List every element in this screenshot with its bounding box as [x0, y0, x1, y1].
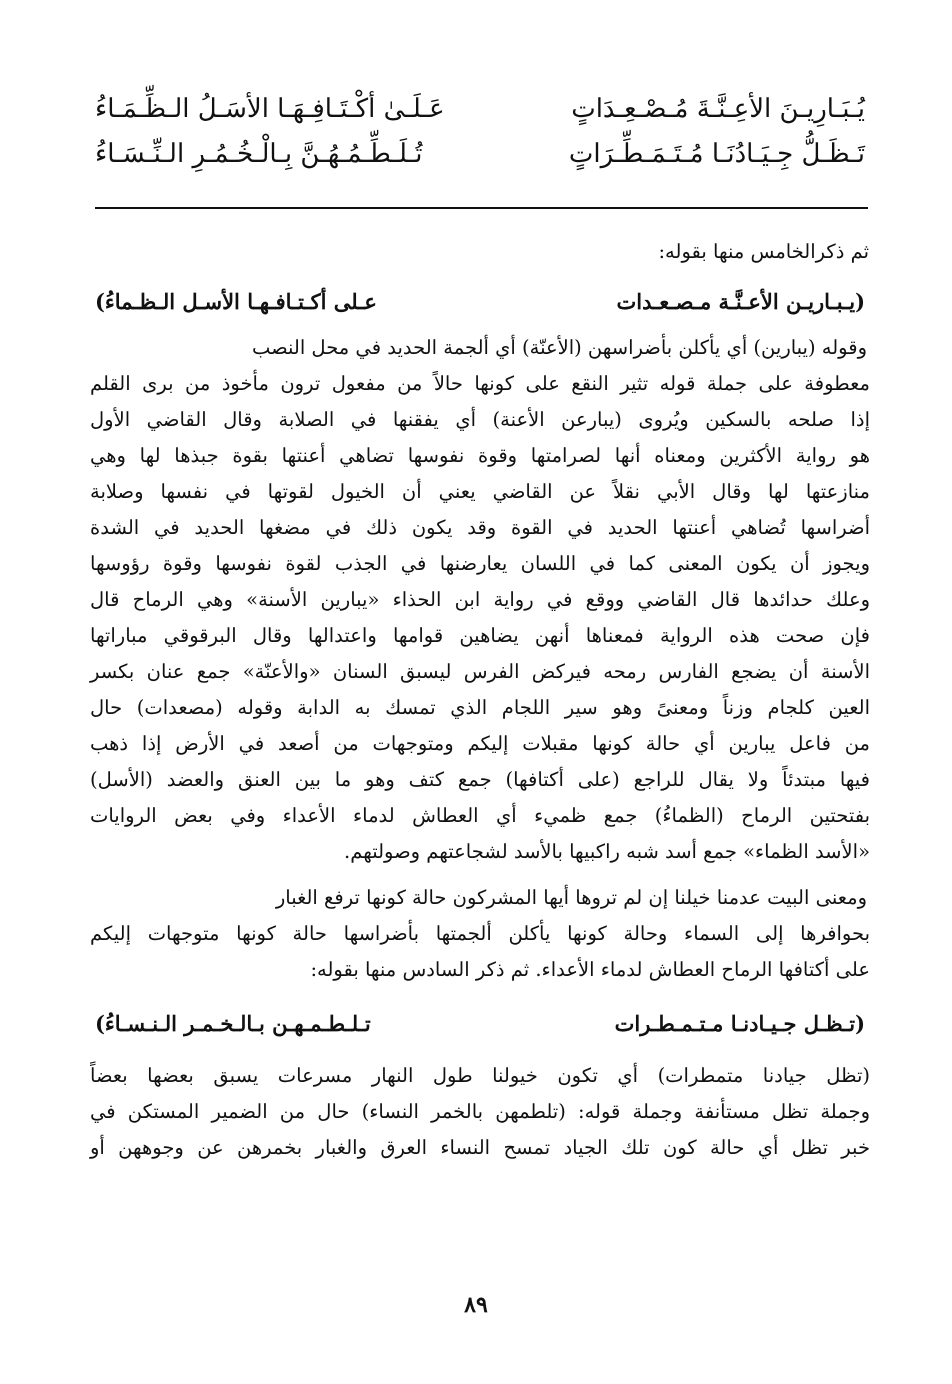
text-line: الأسنة أن يضجع الفارس رمحه فيركض الفرس ليسبق السنان «والأعنّة» جمع عنان بكسر [90, 660, 870, 683]
text-line: أضراسها تُضاهي أعنتها الحديد في القوة وقد يكون ذلك في مضغها الحديد في الشدة [90, 516, 870, 539]
verse-first-hemistich: يُـبَـارِيـنَ الأعِـنَّـةَ مُـصْـعِـدَاتٍ [571, 94, 865, 124]
separator-rule [95, 207, 868, 209]
verse-second-hemistich: تُـلَـطِّـمُـهُـنَّ بِـالْـخُـمُـرِ الـنِّـسَـاءُ [95, 139, 423, 169]
poem-verse-2 [95, 133, 865, 175]
quoted-verse-fifth [95, 282, 865, 322]
poem-verse-1 [95, 88, 865, 130]
text-line: إذا صلحه بالسكين ويُروى (يبارعن الأعنة) أي يفقنها في الصلابة وقال القاضي الأول [90, 408, 870, 431]
intro-line-fifth: ثم ذكرالخامس منها بقوله: [658, 240, 869, 263]
text-line: منازعتها لها وقال الأبي نقلاً عن القاضي يعني أن الخيول لقوتها في نفسها وصلابة [90, 480, 870, 503]
page-number: ٨٩ [464, 1292, 488, 1318]
text-line: من فاعل يبارين أي حالة كونها مقبلات إليكم ومتوجهات من أصعد في الأرض إذا ذهب [90, 732, 870, 755]
text-line: وجملة تظل مستأنفة وجملة قوله: (تلطمهن بالخمر النساء) حال من الضمير المستكن في [90, 1100, 870, 1123]
text-line: العين كلجام وزناً ومعنىً وهو سير اللجام الذي تمسك به الدابة وقوله (مصعدات) حال [90, 696, 870, 719]
quote-second-hemistich: عـلى أكـتـافـهـا الأسـل الـظـماءُ) [95, 289, 377, 314]
text-line: بحوافرها إلى السماء وحالة كونها يأكلن ألجمتها بأضراسها حالة كونها متوجهات إليكم [90, 922, 870, 945]
text-line: فإن صحت هذه الرواية فمعناها أنهن يضاهين قوامها واعتدالها وقال البرقوقي مباراتها [90, 624, 870, 647]
text-line: ويجوز أن يكون المعنى كما في اللسان يعارضنها في الجذب لقوة نفوسها وقوة رؤوسها [90, 552, 870, 575]
quoted-verse-sixth [95, 1004, 865, 1044]
text-line: وعلك حدائدها قال القاضي ووقع في رواية ابن الحذاء «يبارين الأسنة» وهي الرماح قال [90, 588, 870, 611]
text-line: هو رواية الأكثرين ومعناه أنها لصرامتها وقوة نفوسها تضاهي أعنتها بقوة جبذها لها وهي [90, 444, 870, 467]
quote-second-hemistich: تـلـطـمـهـن بـالـخـمـر الـنـسـاءُ) [95, 1011, 371, 1036]
text-line: فيها مبتدئاً ولا يقال للراجع (على أكتافها) جمع كتف وهو ما بين العنق والعضد (الأسل) [90, 768, 870, 791]
verse-first-hemistich: تَـظَـلُّ جِـيَـادُنَـا مُـتَـمَـطِّـرَاتٍ [568, 139, 865, 169]
text-line: على أكتافها الرماح العطاش لدماء الأعداء. ثم ذكر السادس منها بقوله: [310, 958, 870, 981]
quote-first-hemistich: (تـظـل جـيـادنـا مـتـمـطـرات [614, 1011, 865, 1036]
verse-second-hemistich: عَـلَـىٰ أكْـتَـافِـهَـا الأسَـلُ الـظِّـمَـاءُ [95, 94, 445, 124]
quote-first-hemistich: (يـبـاريـن الأعـنَّـة مـصـعـدات [616, 289, 865, 314]
text-line: ومعنى البيت عدمنا خيلنا إن لم تروها أيها المشركون حالة كونها ترفع الغبار [275, 886, 867, 909]
text-line: «الأسد الظماء» جمع أسد شبه راكبيها بالأسد لشجاعتهم وصولتهم. [344, 840, 870, 863]
text-line: (تظل جيادنا متمطرات) أي تكون خيولنا طول النهار مسرعات يسبق بعضها بعضاً [90, 1064, 870, 1087]
text-line: بفتحتين الرماح (الظماءُ) جمع ظميء أي العطاش لدماء الأعداء وفي بعض الروايات [90, 804, 870, 827]
text-line: معطوفة على جملة قوله تثير النقع على كونها حالاً من مفعول ترون مأخوذ من برى القلم [90, 372, 870, 395]
text-line: وقوله (يبارين) أي يأكلن بأضراسهن (الأعنّة) أي ألجمة الحديد في محل النصب [251, 336, 867, 359]
text-line: خبر تظل أي حالة كون تلك الجياد تمسح النساء العرق والغبار بخمرهن عن وجوههن أو [90, 1136, 870, 1159]
